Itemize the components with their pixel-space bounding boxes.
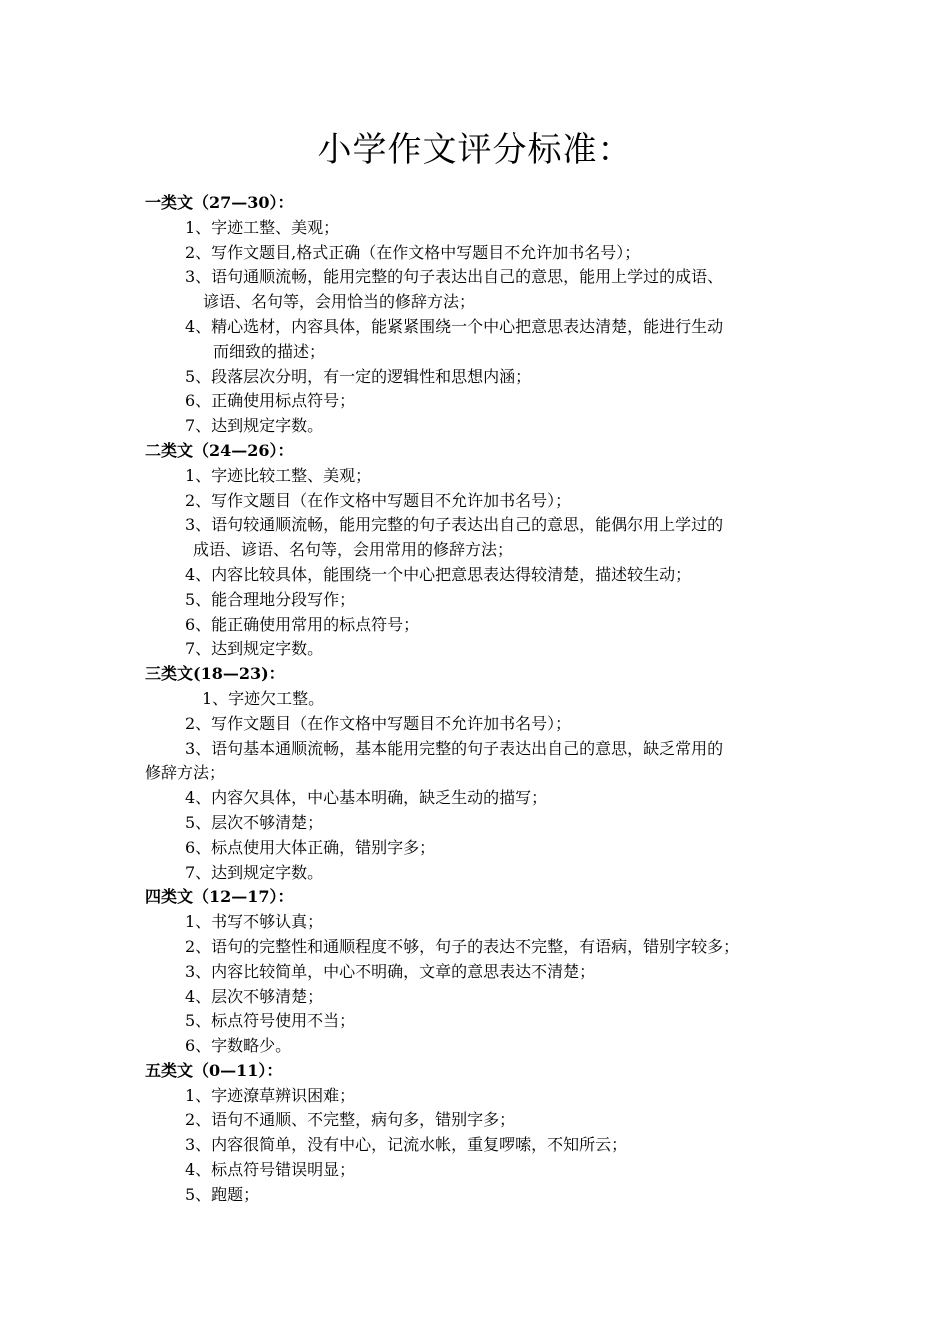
criterion-line: 1、字迹潦草辨识困难； bbox=[185, 1085, 356, 1105]
criterion-line: 5、段落层次分明，有一定的逻辑性和思想内涵； bbox=[185, 366, 532, 386]
document-title: 小学作文评分标准： bbox=[317, 130, 633, 170]
criterion-line: 7、达到规定字数。 bbox=[185, 639, 324, 659]
criterion-line: 4、精心选材，内容具体，能紧紧围绕一个中心把意思表达清楚，能进行生动 bbox=[185, 316, 724, 336]
section-heading-1: 一类文（27—30）： bbox=[145, 193, 294, 212]
criterion-line: 3、语句基本通顺流畅，基本能用完整的句子表达出自己的意思，缺乏常用的 bbox=[185, 738, 724, 758]
criterion-line: 4、内容欠具体，中心基本明确，缺乏生动的描写； bbox=[185, 788, 548, 808]
criterion-line: 2、语句的完整性和通顺程度不够，句子的表达不完整，有语病，错别字较多； bbox=[185, 936, 740, 956]
criterion-line: 5、能合理地分段写作； bbox=[185, 589, 356, 609]
criterion-line-continued: 谚语、名句等，会用恰当的修辞方法； bbox=[203, 292, 476, 312]
criterion-line: 7、达到规定字数。 bbox=[185, 862, 324, 882]
criterion-line: 2、语句不通顺、不完整，病句多，错别字多； bbox=[185, 1110, 516, 1130]
document-body bbox=[145, 191, 825, 1208]
section-heading-4: 四类文（12—17）： bbox=[145, 887, 294, 907]
criterion-line-continued: 修辞方法； bbox=[145, 763, 226, 783]
criterion-line: 7、达到规定字数。 bbox=[185, 416, 324, 436]
criterion-line: 2、写作文题目（在作文格中写题目不允许加书名号）； bbox=[185, 490, 572, 510]
criterion-line: 3、语句通顺流畅，能用完整的句子表达出自己的意思，能用上学过的成语、 bbox=[185, 267, 724, 287]
criterion-line: 3、内容比较简单，中心不明确，文章的意思表达不清楚； bbox=[185, 961, 596, 981]
criterion-line: 1、字迹比较工整、美观； bbox=[185, 465, 372, 485]
criterion-line: 6、字数略少。 bbox=[185, 1036, 292, 1056]
criterion-line-continued: 成语、谚语、名句等，会用常用的修辞方法； bbox=[193, 540, 514, 560]
criterion-line: 2、写作文题目,格式正确（在作文格中写题目不允许加书名号）； bbox=[185, 242, 641, 262]
criterion-line: 4、层次不够清楚； bbox=[185, 986, 324, 1006]
criterion-line: 4、标点符号错误明显； bbox=[185, 1160, 356, 1180]
criterion-line: 6、正确使用标点符号； bbox=[185, 391, 356, 411]
criterion-line: 4、内容比较具体，能围绕一个中心把意思表达得较清楚，描述较生动； bbox=[185, 564, 692, 584]
criterion-line-continued: 而细致的描述； bbox=[213, 341, 326, 361]
section-heading-2: 二类文（24—26）： bbox=[145, 440, 294, 460]
criterion-line: 5、层次不够清楚； bbox=[185, 812, 324, 832]
criterion-line: 2、写作文题目（在作文格中写题目不允许加书名号）； bbox=[185, 713, 572, 733]
criterion-line: 3、语句较通顺流畅，能用完整的句子表达出自己的意思，能偶尔用上学过的 bbox=[185, 515, 724, 535]
criterion-line: 6、能正确使用常用的标点符号； bbox=[185, 614, 420, 634]
criterion-line: 1、字迹工整、美观； bbox=[185, 217, 340, 237]
section-heading-5: 五类文（0—11）： bbox=[145, 1060, 283, 1080]
criterion-line: 6、标点使用大体正确，错别字多； bbox=[185, 837, 436, 857]
criterion-line: 3、内容很简单，没有中心，记流水帐，重复啰嗦，不知所云； bbox=[185, 1135, 628, 1155]
section-heading-3: 三类文(18—23)： bbox=[145, 664, 285, 684]
criterion-line: 1、书写不够认真； bbox=[185, 912, 324, 932]
criterion-line: 5、标点符号使用不当； bbox=[185, 1011, 356, 1031]
criterion-line: 5、跑题； bbox=[185, 1184, 260, 1204]
criterion-line: 1、字迹欠工整。 bbox=[202, 688, 325, 708]
